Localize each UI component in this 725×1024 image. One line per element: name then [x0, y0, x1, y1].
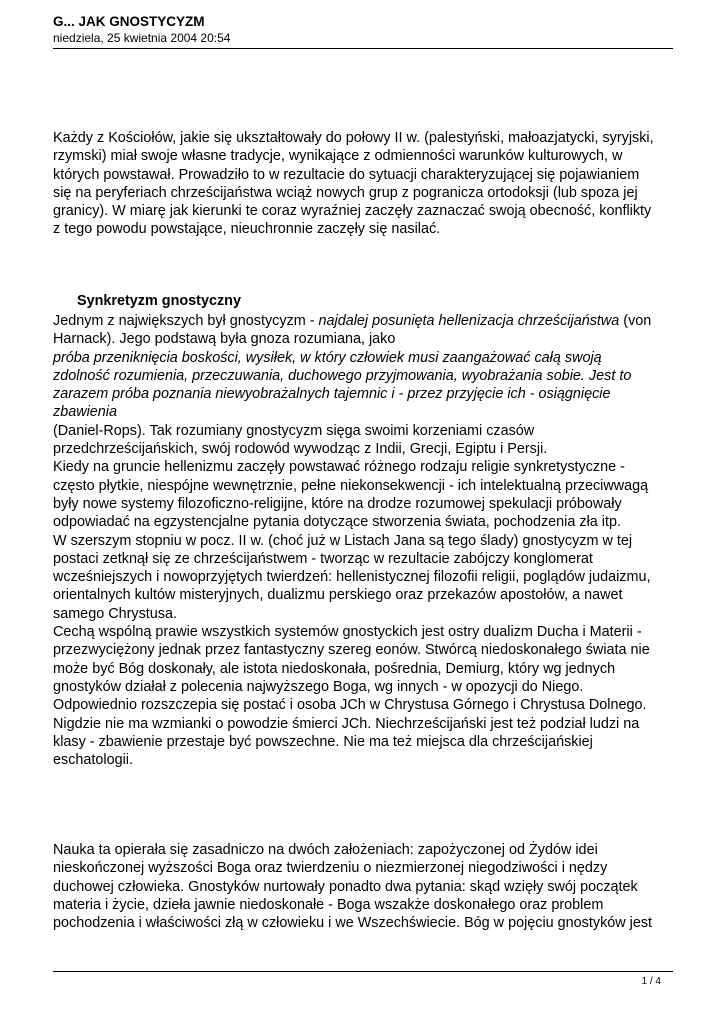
text-line: materia i życie, dzieła jawnie niedoskonałe - Boga wszakże doskonałego oraz problem	[53, 896, 604, 913]
paragraph-intro	[53, 129, 673, 239]
paragraph-synkretyzm	[53, 312, 673, 769]
text-line: duchowej człowieka. Gnostyków nurtowały ponadto dwa pytania: skąd wzięły swój początek	[53, 878, 638, 895]
footer-rule	[53, 971, 673, 972]
text-line: (Daniel-Rops). Tak rozumiany gnostycyzm sięga swoimi korzeniami czasów	[53, 422, 535, 439]
text-line: przezwyciężony jednak przez fantastyczny szereg eonów. Stwórcą niedoskonałego świata nie	[53, 642, 650, 659]
text-line: W szerszym stopniu w pocz. II w. (choć już w Listach Jana są tego ślady) gnostycyzm w tej	[53, 532, 633, 549]
text-line: były nowe systemy filozoficzno-religijne, które na drodze rozumowej spekulacji próbowały	[53, 495, 622, 512]
text-line: może być Bóg doskonały, ale istota niedoskonała, pośrednia, Demiurg, który wg jednych	[53, 660, 616, 677]
text-line: wcześniejszych i nowoprzyjętych twierdzeń: hellenistycznej filozofii religii, poglądów judaizmu,	[53, 569, 651, 586]
paragraph-nauka	[53, 841, 673, 932]
text-line: Każdy z Kościołów, jakie się ukształtowały do połowy II w. (palestyński, małoazjatycki, syryjski,	[53, 130, 654, 146]
italic-quote-line: zdolność rozumienia, przeczuwania, duchowego przyjmowania, wyobrażania sobie. Jest to	[53, 367, 632, 384]
text-line: Nauka ta opierała się zasadniczo na dwóch założeniach: zapożyczonej od Żydów idei	[53, 842, 598, 858]
text-line: których powstawał. Prowadziło to w rezultacie do sytuacji charakteryzującej się pojawianiem	[53, 166, 640, 183]
text-line: samego Chrystusa.	[53, 605, 177, 622]
text-line: Harnack). Jego podstawą była gnoza rozumiana, jako	[53, 331, 396, 348]
text-line: Cechą wspólną prawie wszystkich systemów gnostyckich jest ostry dualizm Ducha i Materii -	[53, 624, 642, 641]
text-line: odpowiadać na egzystencjalne pytania dotyczące stworzenia świata, pochodzenia zła itp.	[53, 514, 621, 531]
text-line: gnostyków działał z polecenia najwyższego Boga, wg innych - w opozycji do Niego.	[53, 678, 584, 695]
italic-quote-line: próba przeniknięcia boskości, wysiłek, w który człowiek musi zaangażować całą swoją	[53, 349, 602, 366]
text-line: Kiedy na gruncie hellenizmu zaczęły powstawać różnego rodzaju religie synkretystyczne -	[53, 459, 625, 476]
text-line: z tego powodu powstające, nieuchronnie zaczęły się nasilać.	[53, 221, 441, 238]
section-heading: Synkretyzm gnostyczny	[77, 293, 241, 309]
text-line: się na peryferiach chrześcijaństwa wciąż nowych grup z pogranicza ortodoksji (lub spoza jej	[53, 184, 638, 201]
header-title: G... JAK GNOSTYCYZM	[53, 14, 205, 29]
italic-quote-line: zbawienia	[53, 404, 117, 421]
text-run: Jednym z największych był gnostycyzm -	[53, 313, 319, 329]
header-date: niedziela, 25 kwietnia 2004 20:54	[53, 31, 231, 45]
italic-quote: najdalej posunięta hellenizacja chrześcijaństwa	[318, 313, 620, 329]
text-line: przedchrześcijańskich, swój rodowód wywodząc z Indii, Grecji, Egiptu i Persji.	[53, 441, 548, 458]
text-line: eschatologii.	[53, 752, 133, 769]
text-line	[53, 312, 673, 330]
text-line: często płytkie, niespójne wewnętrznie, pełne niekonsekwencji - ich intelektualną przeciwwagą	[53, 477, 649, 494]
text-line: Nigdzie nie ma wzmianki o powodzie śmierci JCh. Niechrześcijański jest też podział ludzi na	[53, 715, 640, 732]
header-rule	[53, 48, 673, 49]
text-line: rzymski) miał swoje własne tradycje, wynikające z odmienności warunków kulturowych, w	[53, 148, 623, 165]
text-run: (von	[619, 313, 652, 329]
text-line: postaci zetknął się ze chrześcijaństwem - tworząc w rezultacie zabójczy konglomerat	[53, 550, 593, 567]
italic-quote-line: zarazem próba poznania niewyobrażalnych tajemnic i - przez przyjęcie ich - osiągnięcie	[53, 386, 611, 403]
page-number: 1 / 4	[641, 976, 661, 987]
text-line: pochodzenia i właściwości złą w człowieku i we Wszechświecie. Bóg w pojęciu gnostyków jest	[53, 915, 653, 932]
text-line: klasy - zbawienie przestaje być powszechne. Nie ma też miejsca dla chrześcijańskiej	[53, 733, 593, 750]
text-line: nieskończonej wyższości Boga oraz twierdzeniu o niezmierzonej niegodziwości i nędzy	[53, 860, 608, 877]
text-line: orientalnych kultów misteryjnych, dualizmu perskiego oraz przekazów apostołów, a nawet	[53, 587, 623, 604]
text-line: granicy). W miarę jak kierunki te coraz wyraźniej zaczęły zaznaczać swoją obecność, konflikty	[53, 203, 652, 220]
text-line: Odpowiednio rozszczepia się postać i osoba JCh w Chrystusa Górnego i Chrystusa Dolnego.	[53, 697, 647, 714]
